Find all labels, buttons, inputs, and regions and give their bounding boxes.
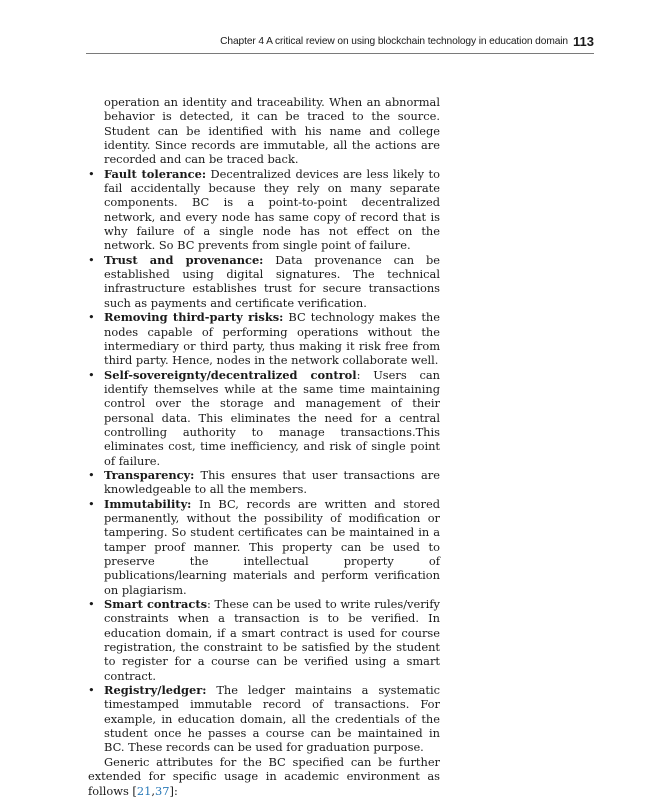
list-item	[88, 597, 440, 683]
list-item	[88, 368, 440, 468]
bullet-icon: •	[88, 496, 95, 511]
closing-end: ]:	[169, 783, 178, 798]
item-text: This ensures that user transactions are knowledgeable to all the members.	[104, 467, 440, 497]
item-term: Registry/ledger:	[104, 683, 207, 698]
item-term: Self-sovereignty/decentralized control	[104, 367, 357, 382]
item-text: : Users can identify themselves while at the same time maintaining control over the storage and management of their personal data. This eliminates the need for a central controlling authority to manage transactions.This eliminates cost, time inefficiency, and risk of single point of failure.	[104, 367, 440, 468]
item-text: Data provenance can be established using digital signatures. The technical infrastructure establishes trust for secure transactions such as payments and certificate verification.	[104, 252, 440, 310]
list-item	[88, 468, 440, 497]
page-number: 113	[573, 34, 594, 49]
item-text: In BC, records are written and stored permanently, without the possibility of modification or tampering. So student certificates can be maintained in a tamper proof manner. This property can be used to preserve the intellectual property of publications/learning materials and perform verification on plagiarism.	[104, 496, 440, 597]
list-item	[88, 683, 440, 755]
item-text: BC technology makes the nodes capable of performing operations without the intermediary or third party, thus making it risk free from third party. Hence, nodes in the network collaborate well.	[104, 310, 440, 368]
intro-continuation: operation an identity and traceability. When an abnormal behavior is detected, it can be traced to the source. Student can be identified with his name and college identity. Since records are immutable, all the actions are recorded and can be traced back.	[104, 95, 440, 167]
item-text: The ledger maintains a systematic timestamped immutable record of transactions. For example, in education domain, all the credentials of the student once he passes a course can be maintained in BC. These records can be used for graduation purpose.	[104, 683, 440, 755]
item-term: Immutability:	[104, 496, 192, 511]
list-item	[88, 253, 440, 310]
list-item	[88, 497, 440, 597]
bullet-icon: •	[88, 467, 95, 482]
citation-separator: ,	[151, 783, 156, 798]
closing-text: Generic attributes for the BC specified can be further extended for specific usage in academic environment as follows [	[88, 754, 440, 798]
item-text: Decentralized devices are less likely to fail accidentally because they rely on many separate components. BC is a point-to-point decentralized network, and every node has same copy of record that is why failure of a single node has not effect on the network. So BC prevents from single point of failure.	[104, 166, 440, 253]
running-title: Chapter 4 A critical review on using blockchain technology in education domain	[220, 36, 568, 47]
bullet-icon: •	[88, 166, 95, 181]
item-term: Smart contracts	[104, 597, 208, 612]
running-header	[86, 33, 594, 54]
item-term: Removing third-party risks:	[104, 310, 284, 325]
closing-paragraph	[88, 755, 440, 798]
item-term: Fault tolerance:	[104, 166, 207, 181]
item-term: Transparency:	[104, 467, 195, 482]
bullet-icon: •	[88, 597, 95, 612]
bullet-icon: •	[88, 310, 95, 325]
bullet-icon: •	[88, 683, 95, 698]
list-item	[88, 167, 440, 253]
bullet-icon: •	[88, 252, 95, 267]
attribute-list	[88, 167, 440, 755]
bullet-icon: •	[88, 367, 95, 382]
citation-link[interactable]: 37	[155, 783, 170, 798]
list-item	[88, 310, 440, 367]
body-text	[88, 95, 440, 798]
item-text: : These can be used to write rules/verify constraints when a transaction is to be verified. In education domain, if a smart contract is used for course registration, the constraint to be satisfied by the student to register for a course can be verified using a smart contract.	[104, 597, 440, 683]
citation-link[interactable]: 21	[136, 783, 152, 798]
item-term: Trust and provenance:	[104, 252, 264, 267]
